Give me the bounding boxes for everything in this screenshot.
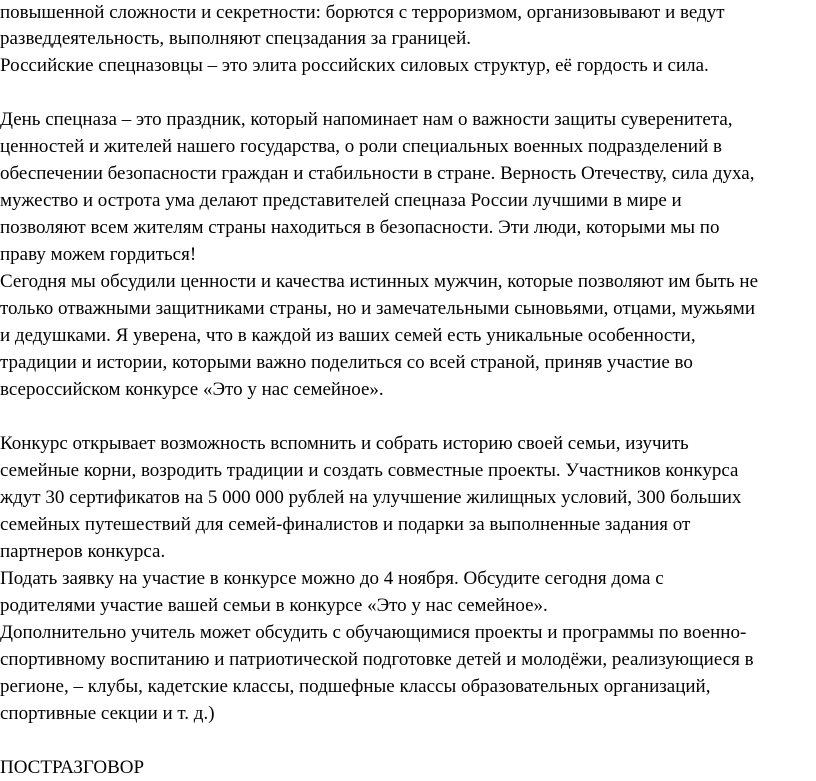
text-line: повышенной сложности и секретности: борются с терроризмом, организовывают и ведут [0, 2, 725, 23]
text-line: Российские спецназовцы – это элита российских силовых структур, её гордость и сила. [0, 55, 709, 76]
text-line: семейных путешествий для семей-финалистов и подарки за выполненные задания от [0, 514, 691, 535]
section-heading: ПОСТРАЗГОВОР [0, 757, 145, 778]
text-line: мужество и острота ума делают представителей спецназа России лучшими в мире и [0, 190, 682, 211]
text-line: обеспечении безопасности граждан и стабильности в стране. Верность Отечеству, сила духа, [0, 163, 755, 184]
text-line: Подать заявку на участие в конкурсе можно до 4 ноября. Обсудите сегодня дома с [0, 568, 664, 589]
text-line: спортивному воспитанию и патриотической подготовке детей и молодёжи, реализующиеся в [0, 649, 754, 670]
text-line: День спецназа – это праздник, который напоминает нам о важности защиты суверенитета, [0, 109, 733, 130]
text-line: только отважными защитниками страны, но и замечательными сыновьями, отцами, мужьями [0, 298, 755, 319]
text-line: спортивные секции и т. д.) [0, 703, 215, 724]
text-line: ценностей и жителей нашего государства, о роли специальных военных подразделений в [0, 136, 722, 157]
text-line: и дедушками. Я уверена, что в каждой из ваших семей есть уникальные особенности, [0, 325, 696, 346]
text-line: регионе, – клубы, кадетские классы, подшефные классы образовательных организаций, [0, 676, 711, 697]
text-line: ждут 30 сертификатов на 5 000 000 рублей на улучшение жилищных условий, 300 больших [0, 487, 742, 508]
text-line: всероссийском конкурсе «Это у нас семейное». [0, 379, 384, 400]
text-line: позволяют всем жителям страны находиться в безопасности. Эти люди, которыми мы по [0, 217, 720, 238]
text-line: разведдеятельность, выполняют спецзадания за границей. [0, 28, 472, 49]
text-line: Конкурс открывает возможность вспомнить и собрать историю своей семьи, изучить [0, 433, 689, 454]
text-line: партнеров конкурса. [0, 541, 166, 562]
text-line: Сегодня мы обсудили ценности и качества истинных мужчин, которые позволяют им быть не [0, 271, 758, 292]
text-line: семейные корни, возродить традиции и создать совместные проекты. Участников конкурса [0, 460, 739, 481]
text-line: традиции и истории, которыми важно поделиться со всей страной, приняв участие во [0, 352, 693, 373]
text-line: Дополнительно учитель может обсудить с обучающимися проекты и программы по военно- [0, 622, 747, 643]
text-line: родителями участие вашей семьи в конкурсе «Это у нас семейное». [0, 595, 548, 616]
text-line: праву можем гордиться! [0, 244, 197, 265]
